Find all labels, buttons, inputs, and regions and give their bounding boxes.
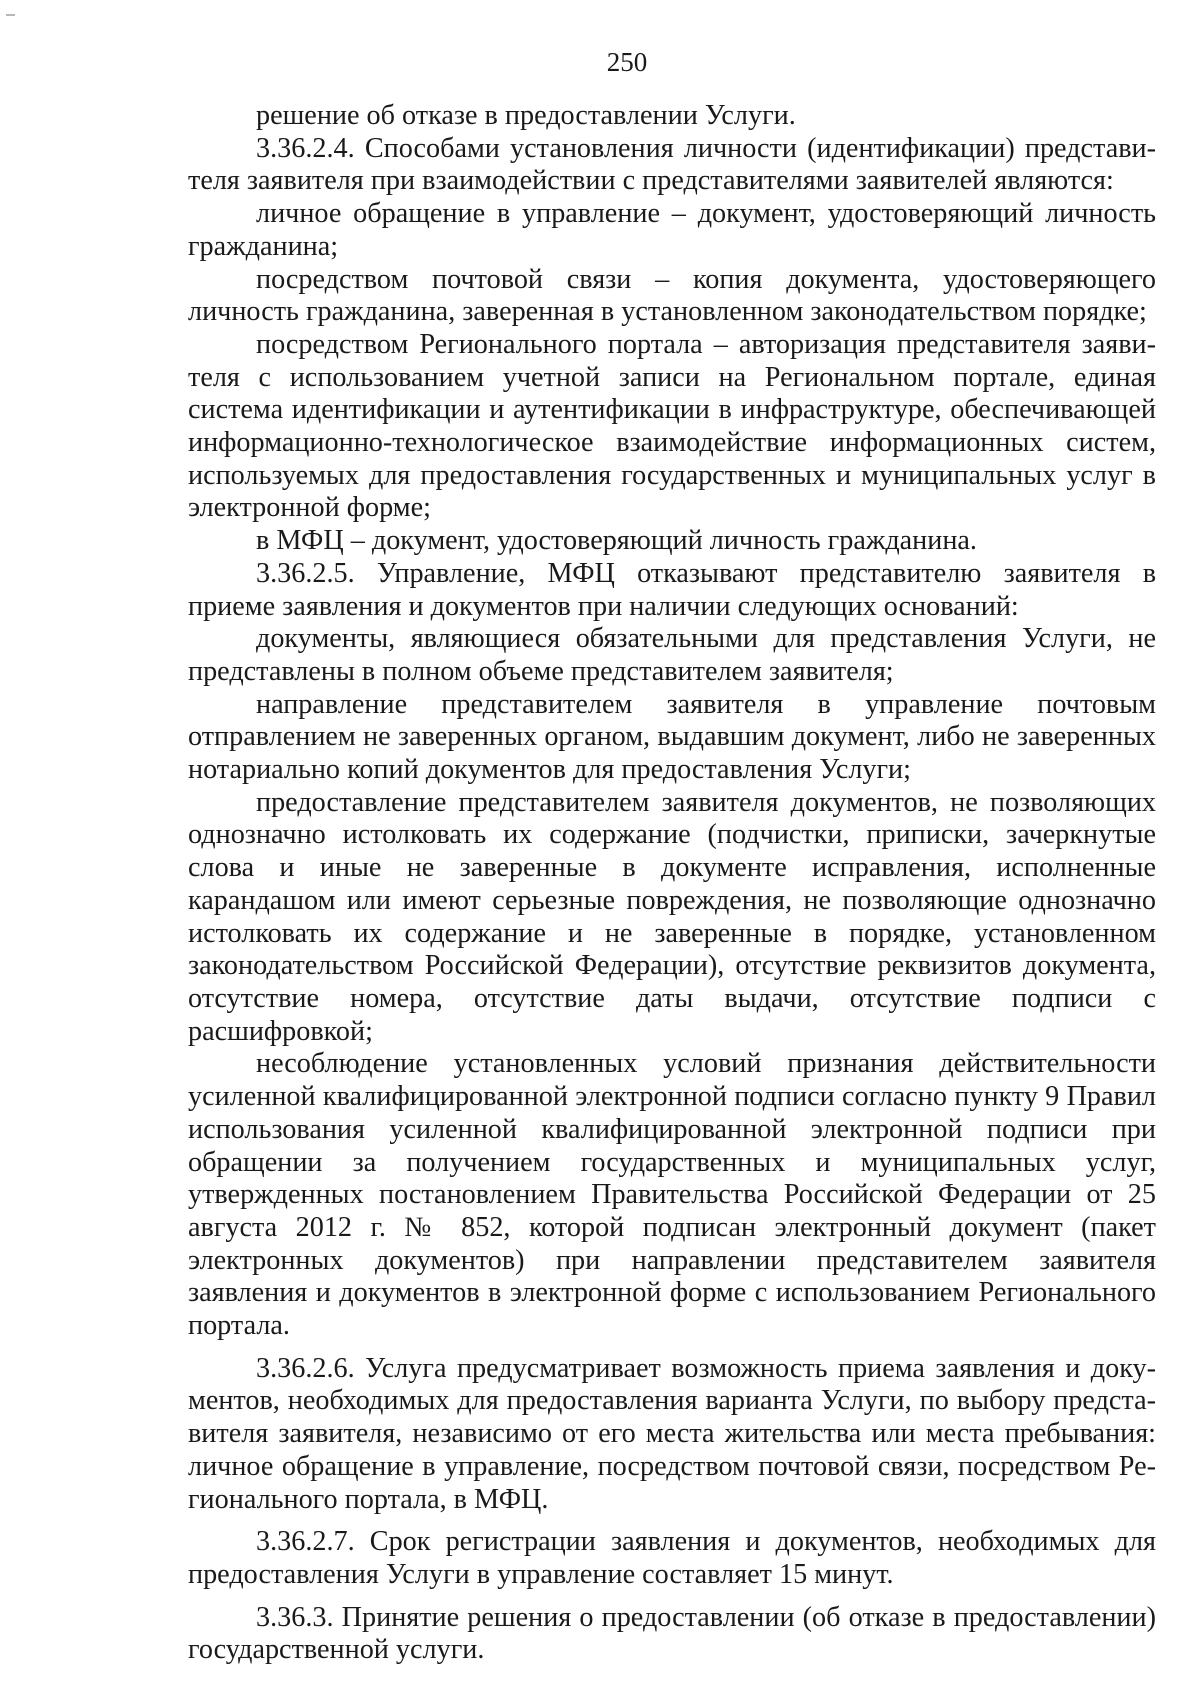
document-body bbox=[188, 100, 1156, 1667]
paragraph-electronic-signature: несоблюдение установленных условий признания действительности усиленной квалифицированной электронной подписи согласно пункту 9 Правил использования усиленной квалифицированной электронной подписи при обращении за получением государственных и муниципальных услуг, утвержденных постановлением Правительства Российской Федерации от 25 августа 2012 г. № 852, которой подписан электронный документ (пакет электронных документов) при направлении представителем заявителя заявления и документов в электронной форме с использованием Регионального портала. bbox=[188, 1048, 1156, 1342]
paragraph-3-36-2-5: 3.36.2.5. Управление, МФЦ отказывают представителю заявителя в приеме заявления и документов при наличии следующих оснований: bbox=[188, 557, 1156, 622]
paragraph-decision-refusal: решение об отказе в предоставлении Услуги. bbox=[256, 100, 796, 131]
paragraph-3-36-3: 3.36.3. Принятие решения о предоставлении (об отказе в предоставлении) государственной услуги. bbox=[188, 1601, 1156, 1666]
paragraph-documents-incomplete: документы, являющиеся обязательными для представления Услуги, не представлены в полном объеме представителем заявителя; bbox=[188, 623, 1156, 687]
scan-artifact-mark bbox=[6, 14, 15, 16]
paragraph-ambiguous-documents: предоставление представителем заявителя документов, не позволяющих однозначно истолковать их содержание (подчистки, приписки, зачеркнутые слова и иные не заверенные в документе исправления, исполненные карандашом или имеют серьезные повреждения, не позволяющие однозначно истолковать их содержание и не заверенные в порядке, установленном законодательством Российской Федерации), отсутствие реквизитов документа, отсутствие номера, отсутствие даты выдачи, отсутствие подписи с расшифровкой; bbox=[188, 786, 1156, 1047]
paragraph-mfc: в МФЦ – документ, удостоверяющий личность гражданина. bbox=[256, 525, 977, 557]
paragraph-3-36-2-4: 3.36.2.4. Способами установления личности (идентификации) представителя заявителя при взаимодействии с представителями заявителей являются: bbox=[188, 132, 1156, 197]
paragraph-uncertified-copies: направление представителем заявителя в управление почтовым отправлением не заверенных органом, выдавшим документ, либо не заверенных нотариально копий документов для предоставления Услуги; bbox=[188, 688, 1156, 786]
paragraph-3-36-2-6: 3.36.2.6. Услуга предусматривает возможность приема заявления и документов, необходимых для предоставления варианта Услуги, по выбору представителя заявителя, независимо от его места жительства или места пребывания: личное обращение в управление, посредством почтовой связи, посредством Регионального портала, в МФЦ. bbox=[188, 1352, 1156, 1515]
paragraph-3-36-2-7: 3.36.2.7. Срок регистрации заявления и документов, необходимых для предоставления Услуги в управление составляет 15 минут. bbox=[188, 1526, 1156, 1590]
paragraph-postal: посредством почтовой связи – копия документа, удостоверяющего личность гражданина, заверенная в установленном законодательством порядке; bbox=[188, 263, 1156, 328]
paragraph-regional-portal: посредством Регионального портала – авторизация представителя заявителя с использованием учетной записи на Региональном портале, единая система идентификации и аутентификации в инфраструктуре, обеспечивающей информационно-технологическое взаимодействие информационных систем, используемых для предоставления государственных и муниципальных услуг в электронной форме; bbox=[188, 328, 1156, 524]
page-number: 250 bbox=[606, 47, 648, 77]
paragraph-personal-visit: личное обращение в управление – документ, удостоверяющий личность гражданина; bbox=[188, 198, 1156, 262]
